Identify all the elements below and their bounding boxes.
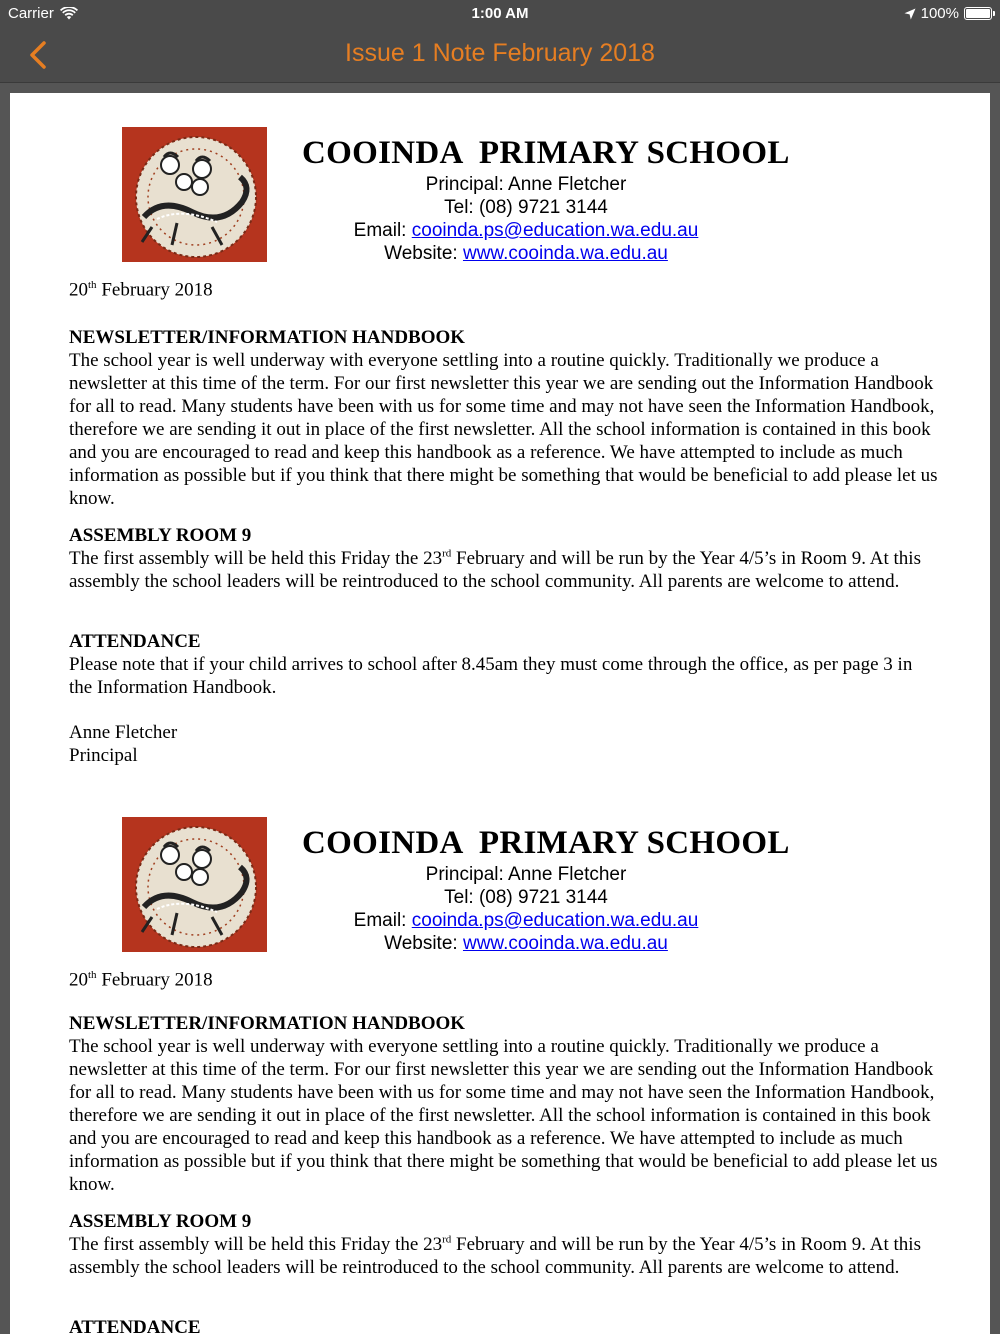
assembly-text-start: The first assembly will be held this Friday the 23: [69, 1234, 443, 1255]
date-month-year: February 2018: [96, 279, 213, 301]
section-assembly: [69, 1210, 939, 1279]
email-link[interactable]: cooinda.ps@education.wa.edu.au: [411, 220, 699, 241]
section-heading: NEWSLETTER/INFORMATION HANDBOOK: [69, 327, 466, 348]
navigation-bar: [0, 28, 1000, 83]
principal-line: Principal: Anne Fletcher: [425, 864, 627, 885]
school-logo: [122, 127, 267, 262]
date-day: 20: [69, 279, 88, 301]
assembly-date-suffix: rd: [442, 547, 452, 560]
email-label: Email:: [353, 910, 412, 931]
website-link[interactable]: www.cooinda.wa.edu.au: [462, 243, 668, 264]
tel-line: Tel: (08) 9721 3144: [444, 197, 608, 218]
carrier-label: Carrier: [8, 5, 54, 22]
battery-percent: 100%: [920, 5, 959, 22]
email-label: Email:: [353, 220, 412, 241]
signature-name: Anne Fletcher: [69, 722, 178, 743]
assembly-date-suffix: rd: [442, 1233, 452, 1246]
location-arrow-icon: [904, 8, 916, 20]
battery-level-fill: [966, 9, 990, 18]
date-suffix: th: [88, 279, 97, 291]
section-heading: ASSEMBLY ROOM 9: [69, 525, 252, 546]
section-assembly: [69, 524, 939, 593]
section-heading: NEWSLETTER/INFORMATION HANDBOOK: [69, 1013, 466, 1034]
assembly-text-end: February and will be run by the Year 4/5’s in Room 9. At this assembly the school leaders will be reintroduced to the school community. All parents are welcome to attend.: [69, 548, 921, 592]
status-time: 1:00 AM: [471, 5, 529, 22]
section-body: The school year is well underway with everyone settling into a routine quickly. Traditionally we produce a newsletter at this time of the term. For our first newsletter this year we are sending out the Information Handbook for all to read. Many students have been with us for some time and may not have seen the Information Handbook, therefore we are sending it out in place of the first newsletter. All the school information is contained in this book and you are encouraged to read and keep this handbook as a reference. We have attempted to include as much information as possible but if you think that there might be something that would be beneficial to add please let us know.: [69, 350, 938, 509]
school-contact-block: [292, 173, 760, 265]
section-newsletter: [69, 1012, 939, 1196]
school-name: COOINDA PRIMARY SCHOOL: [302, 135, 790, 171]
letter-date: [69, 969, 213, 991]
section-body: Please note that if your child arrives to school after 8.45am they must come through the office, as per page 3 in the Information Handbook.: [69, 654, 913, 698]
section-attendance: [69, 630, 939, 699]
email-link[interactable]: cooinda.ps@education.wa.edu.au: [411, 910, 699, 931]
signature-title: Principal: [69, 745, 138, 766]
school-name: COOINDA PRIMARY SCHOOL: [302, 825, 790, 861]
school-contact-block: [292, 863, 760, 955]
status-right: [904, 5, 992, 22]
section-body: [69, 1233, 939, 1279]
section-heading: ATTENDANCE: [69, 1317, 201, 1334]
school-logo: [122, 817, 267, 952]
newsletter-page-1: [10, 93, 990, 783]
newsletter-page-2: [10, 783, 990, 1334]
status-bar: [0, 0, 1000, 28]
email-line: [292, 219, 760, 242]
date-day: 20: [69, 969, 88, 991]
assembly-text-end: February and will be run by the Year 4/5’s in Room 9. At this assembly the school leaders will be reintroduced to the school community. All parents are welcome to attend.: [69, 1234, 921, 1278]
section-heading: ATTENDANCE: [69, 631, 201, 652]
section-body: The school year is well underway with everyone settling into a routine quickly. Traditionally we produce a newsletter at this time of the term. For our first newsletter this year we are sending out the Information Handbook for all to read. Many students have been with us for some time and may not have seen the Information Handbook, therefore we are sending it out in place of the first newsletter. All the school information is contained in this book and you are encouraged to read and keep this handbook as a reference. We have attempted to include as much information as possible but if you think that there might be something that would be beneficial to add please let us know.: [69, 1036, 938, 1195]
website-label: Website:: [384, 243, 463, 264]
section-body: [69, 547, 939, 593]
assembly-text-start: The first assembly will be held this Friday the 23: [69, 548, 443, 569]
email-line: [292, 909, 760, 932]
website-label: Website:: [384, 933, 463, 954]
website-line: [292, 932, 760, 955]
date-month-year: February 2018: [96, 969, 213, 991]
website-line: [292, 242, 760, 265]
principal-line: Principal: Anne Fletcher: [425, 174, 627, 195]
section-newsletter: [69, 326, 939, 510]
section-heading: ASSEMBLY ROOM 9: [69, 1211, 252, 1232]
tel-line: Tel: (08) 9721 3144: [444, 887, 608, 908]
battery-icon: [964, 7, 992, 20]
section-attendance: [69, 1316, 939, 1334]
date-suffix: th: [88, 969, 97, 981]
signature-block: [69, 721, 939, 767]
document-page[interactable]: [10, 93, 990, 1334]
letter-date: [69, 279, 213, 301]
website-link[interactable]: www.cooinda.wa.edu.au: [462, 933, 668, 954]
nav-title: Issue 1 Note February 2018: [345, 39, 655, 67]
